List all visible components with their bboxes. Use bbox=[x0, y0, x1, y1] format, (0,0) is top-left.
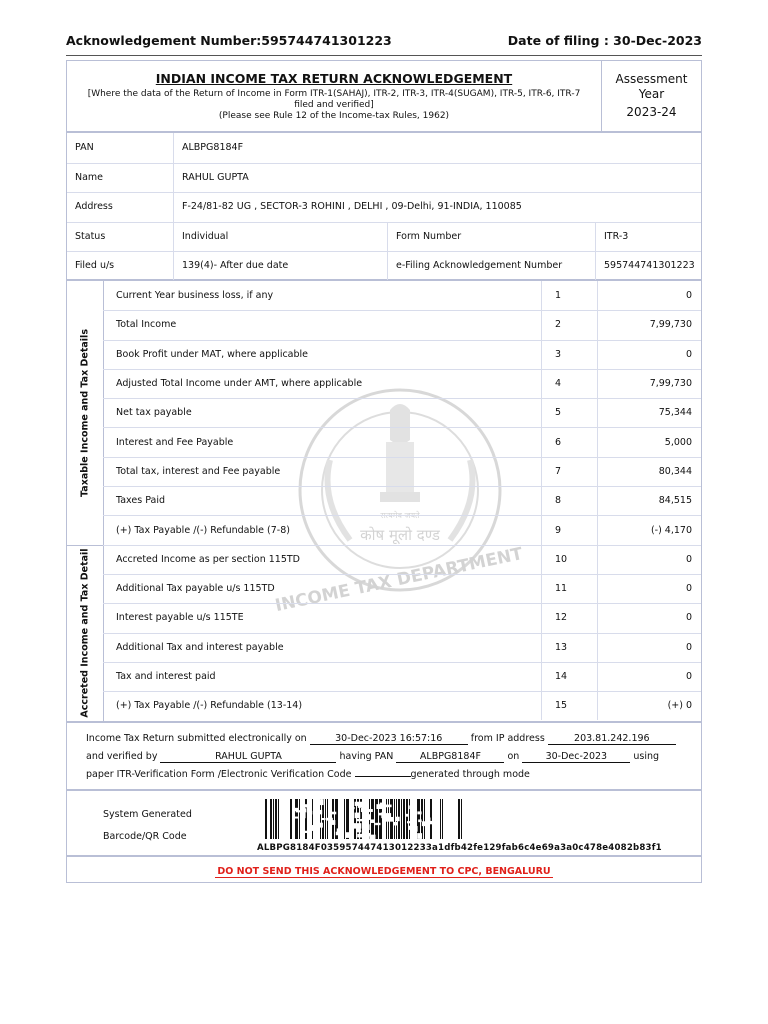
section-accreted-header bbox=[67, 545, 104, 721]
efiling-ack-value: 595744741301223 bbox=[595, 251, 701, 281]
footer-box bbox=[66, 856, 702, 883]
row-value: 84,515 bbox=[597, 486, 701, 515]
row-number: 10 bbox=[541, 545, 597, 574]
table-row bbox=[103, 633, 701, 663]
row-number: 6 bbox=[541, 428, 597, 457]
acknowledgement-number: Acknowledgement Number:595744741301223 bbox=[66, 33, 392, 48]
verif-text-7: paper ITR-Verification Form /Electronic Verification Code bbox=[86, 769, 352, 780]
assessment-year-box bbox=[601, 61, 701, 131]
row-label: Total Income bbox=[116, 319, 177, 331]
row-number: 14 bbox=[541, 662, 597, 691]
verif-text-6: using bbox=[633, 751, 660, 762]
name-label: Name bbox=[75, 171, 104, 183]
subtitle-line-1: [Where the data of the Return of Income in Form ITR-1(SAHAJ), ITR-2, ITR-3, ITR-4(SUGAM), ITR-5, ITR-6, ITR-7 bbox=[87, 89, 581, 99]
row-number: 12 bbox=[541, 603, 597, 632]
row-value: 0 bbox=[597, 662, 701, 691]
row-value: 0 bbox=[597, 603, 701, 632]
row-value: (+) 0 bbox=[597, 691, 701, 720]
table-row bbox=[103, 662, 701, 692]
row-label: (+) Tax Payable /(-) Refundable (13-14) bbox=[116, 700, 303, 712]
row-label: Book Profit under MAT, where applicable bbox=[116, 348, 309, 360]
row-value: 0 bbox=[597, 545, 701, 574]
status-value: Individual bbox=[173, 222, 387, 252]
verification-box bbox=[66, 722, 702, 790]
row-label: Accreted Income as per section 115TD bbox=[116, 553, 300, 565]
subtitle-line-3: (Please see Rule 12 of the Income-tax Rules, 1962) bbox=[218, 111, 450, 121]
page-title: INDIAN INCOME TAX RETURN ACKNOWLEDGEMENT bbox=[155, 71, 513, 86]
table-row bbox=[103, 603, 701, 633]
verif-text-3: and verified by bbox=[86, 751, 158, 762]
info-row-name bbox=[67, 163, 701, 194]
row-label: Net tax payable bbox=[116, 407, 192, 419]
row-label: Taxes Paid bbox=[116, 495, 165, 507]
info-row-pan bbox=[67, 133, 701, 164]
row-number: 3 bbox=[541, 340, 597, 369]
verif-text-5: on bbox=[507, 751, 520, 762]
watermark-arc-text: INCOME TAX DEPARTMENT bbox=[273, 544, 525, 617]
watermark-motto: सत्यमेव जयते bbox=[380, 511, 420, 520]
evc-blank bbox=[355, 776, 411, 777]
ip-address: 203.81.242.196 bbox=[548, 733, 676, 745]
table-row bbox=[103, 281, 701, 311]
row-number: 1 bbox=[541, 281, 597, 310]
verified-pan: ALBPG8184F bbox=[396, 751, 504, 763]
row-value: 0 bbox=[597, 574, 701, 603]
verification-line-1 bbox=[86, 733, 676, 745]
row-value: 0 bbox=[597, 633, 701, 662]
verification-line-2 bbox=[86, 751, 659, 763]
title-area bbox=[67, 61, 601, 131]
date-of-filing: Date of filing : 30-Dec-2023 bbox=[507, 33, 702, 48]
barcode-box bbox=[66, 790, 702, 856]
assessment-year-value: 2023-24 bbox=[626, 105, 677, 119]
table-row bbox=[103, 428, 701, 458]
verif-text-2: from IP address bbox=[470, 733, 545, 744]
row-value: 7,99,730 bbox=[597, 369, 701, 398]
info-row-status bbox=[67, 222, 701, 253]
filed-label: Filed u/s bbox=[75, 260, 115, 272]
section-accreted-label: Accreted Income and Tax Detail bbox=[79, 548, 91, 718]
row-value: 5,000 bbox=[597, 428, 701, 457]
subtitle-line-2: filed and verified] bbox=[294, 100, 374, 110]
table-row bbox=[103, 398, 701, 428]
table-row bbox=[103, 486, 701, 516]
table-row bbox=[103, 574, 701, 604]
table-row bbox=[103, 515, 701, 545]
submitted-datetime: 30-Dec-2023 16:57:16 bbox=[310, 733, 468, 745]
efiling-ack-label: e-Filing Acknowledgement Number bbox=[387, 251, 595, 281]
table-row bbox=[103, 310, 701, 340]
address-value: F-24/81-82 UG , SECTOR-3 ROHINI , DELHI , 09-Delhi, 91-INDIA, 110085 bbox=[173, 192, 701, 222]
row-number: 9 bbox=[541, 515, 597, 544]
row-number: 4 bbox=[541, 369, 597, 398]
table-row bbox=[103, 457, 701, 487]
form-number-value: ITR-3 bbox=[595, 222, 701, 252]
section-taxable-label: Taxable Income and Tax Details bbox=[79, 329, 91, 497]
row-value: 0 bbox=[597, 340, 701, 369]
row-label: Total tax, interest and Fee payable bbox=[116, 465, 281, 477]
table-row bbox=[103, 691, 701, 720]
verif-text-4: having PAN bbox=[339, 751, 394, 762]
info-row-address bbox=[67, 192, 701, 223]
header-box bbox=[66, 60, 702, 132]
info-row-filed bbox=[67, 251, 701, 281]
row-number: 11 bbox=[541, 574, 597, 603]
row-label: Tax and interest paid bbox=[116, 671, 216, 683]
verif-text-1: Income Tax Return submitted electronically on bbox=[86, 733, 307, 744]
row-label: Current Year business loss, if any bbox=[116, 290, 274, 302]
assessment-year-label-2: Year bbox=[638, 87, 665, 101]
row-number: 2 bbox=[541, 310, 597, 339]
table-row bbox=[103, 340, 701, 370]
row-label: (+) Tax Payable /(-) Refundable (7-8) bbox=[116, 524, 290, 536]
barcode-code-text: ALBPG8184F035957447413012233a1dfb42fe129fab6c4e69a3a0c478e4082b83f1 bbox=[257, 843, 662, 853]
row-number: 5 bbox=[541, 398, 597, 427]
table-row bbox=[103, 369, 701, 399]
row-label: Additional Tax payable u/s 115TD bbox=[116, 583, 275, 595]
barcode-image bbox=[265, 799, 465, 839]
row-value: 75,344 bbox=[597, 398, 701, 427]
row-number: 7 bbox=[541, 457, 597, 486]
filed-value: 139(4)- After due date bbox=[173, 251, 387, 281]
row-number: 15 bbox=[541, 691, 597, 720]
row-label: Interest and Fee Payable bbox=[116, 436, 234, 448]
verified-date: 30-Dec-2023 bbox=[522, 751, 630, 763]
barcode-label-1: System Generated bbox=[103, 809, 192, 820]
tax-details-table bbox=[66, 280, 702, 722]
barcode-label-2: Barcode/QR Code bbox=[103, 831, 187, 842]
verification-line-3 bbox=[86, 769, 530, 780]
row-number: 8 bbox=[541, 486, 597, 515]
section-taxable-header bbox=[67, 281, 104, 546]
assessment-year-label-1: Assessment bbox=[615, 72, 688, 86]
verified-by-name: RAHUL GUPTA bbox=[160, 751, 336, 763]
row-value: 7,99,730 bbox=[597, 310, 701, 339]
row-value: (-) 4,170 bbox=[597, 515, 701, 544]
address-label: Address bbox=[75, 201, 113, 213]
watermark-hindi: कोष मूलो दण्ड bbox=[360, 526, 440, 544]
table-row bbox=[103, 545, 701, 575]
top-line bbox=[66, 33, 702, 51]
name-value: RAHUL GUPTA bbox=[173, 163, 701, 193]
row-value: 80,344 bbox=[597, 457, 701, 486]
row-number: 13 bbox=[541, 633, 597, 662]
footer-warning: DO NOT SEND THIS ACKNOWLEDGEMENT TO CPC, BENGALURU bbox=[217, 866, 551, 877]
row-label: Adjusted Total Income under AMT, where applicable bbox=[116, 378, 363, 390]
form-number-label: Form Number bbox=[387, 222, 595, 252]
row-value: 0 bbox=[597, 281, 701, 310]
verif-text-8: generated through mode bbox=[410, 769, 530, 780]
row-label: Additional Tax and interest payable bbox=[116, 641, 284, 653]
row-label: Interest payable u/s 115TE bbox=[116, 612, 244, 624]
status-label: Status bbox=[75, 230, 106, 242]
pan-value: ALBPG8184F bbox=[173, 133, 701, 163]
top-divider bbox=[66, 55, 702, 56]
pan-label: PAN bbox=[75, 142, 94, 154]
taxpayer-info-table bbox=[66, 132, 702, 280]
